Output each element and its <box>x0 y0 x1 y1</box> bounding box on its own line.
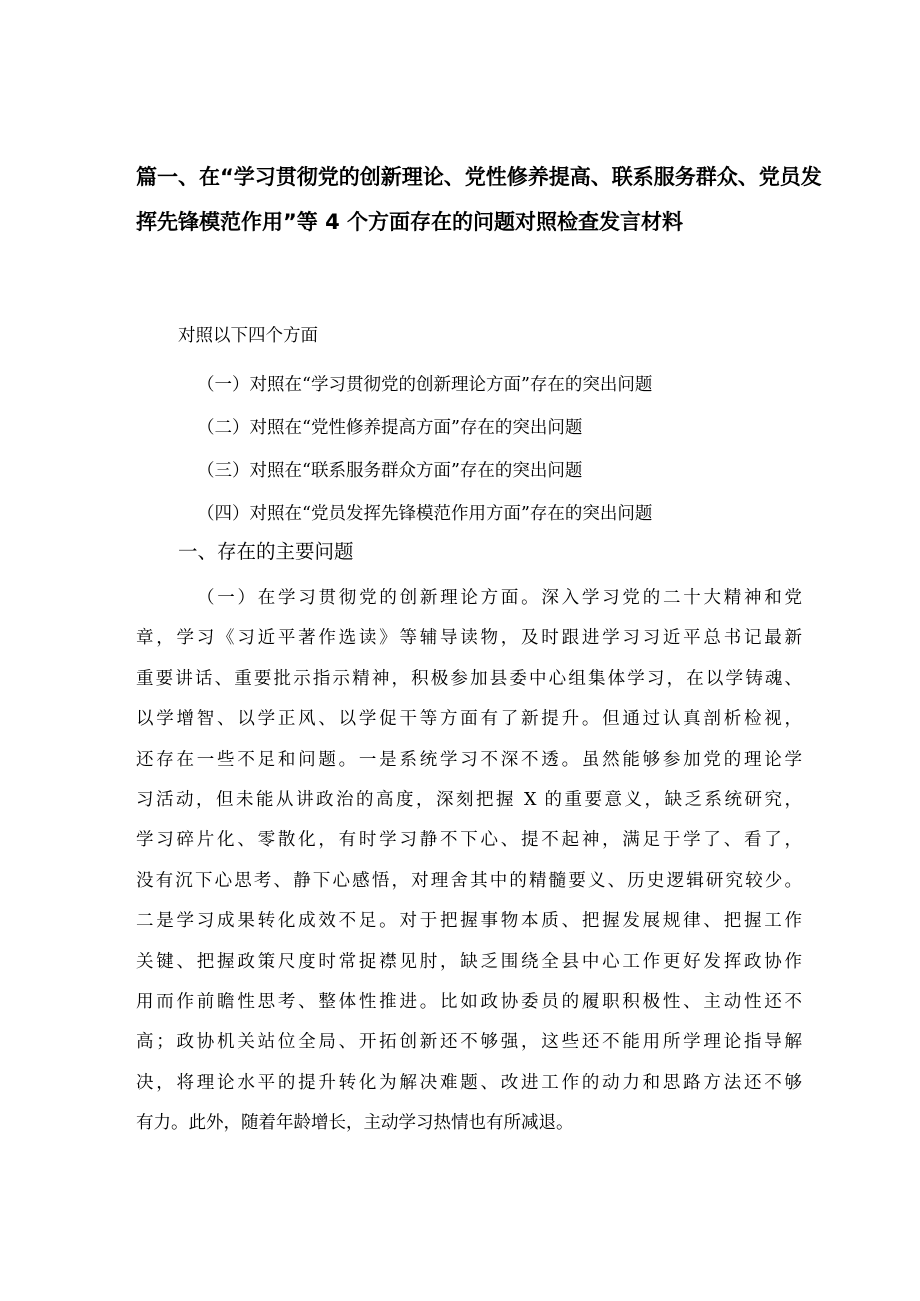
paragraph-line: 以学增智、以学正风、以学促干等方面有了新提升。但通过认真剖析检视， <box>136 709 802 730</box>
paragraph-line: 习活动，但未能从讲政治的高度，深刻把握 X 的重要意义，缺乏系统研究， <box>136 790 802 811</box>
body-paragraph <box>136 578 802 1144</box>
document-title <box>136 155 836 245</box>
aspect-item: （四）对照在“党员发挥先锋模范作用方面”存在的突出问题 <box>197 504 653 524</box>
paragraph-line: 有力。此外，随着年龄增长，主动学习热情也有所减退。 <box>136 1113 574 1134</box>
aspect-list <box>197 364 652 536</box>
paragraph-line: 重要讲话、重要批示指示精神，积极参加县委中心组集体学习，在以学铸魂、 <box>136 668 802 689</box>
paragraph-line: 没有沉下心思考、静下心感悟，对理舍其中的精髓要义、历史逻辑研究较少。 <box>136 870 802 891</box>
title-line: 挥先锋模范作用”等 4 个方面存在的问题对照检查发言材料 <box>136 210 684 234</box>
paragraph-line: 还存在一些不足和问题。一是系统学习不深不透。虽然能够参加党的理论学 <box>136 749 802 770</box>
paragraph-line: 高；政协机关站位全局、开拓创新还不够强，这些还不能用所学理论指导解 <box>136 1032 802 1053</box>
intro-text: 对照以下四个方面 <box>178 326 318 346</box>
section-heading: 一、存在的主要问题 <box>178 540 354 563</box>
aspect-item: （三）对照在“联系服务群众方面”存在的突出问题 <box>197 461 583 481</box>
aspect-item: （二）对照在“党性修养提高方面”存在的突出问题 <box>197 418 583 438</box>
paragraph-line: （一）在学习贯彻党的创新理论方面。深入学习党的二十大精神和党 <box>197 588 802 608</box>
paragraph-line: 二是学习成果转化成效不足。对于把握事物本质、把握发展规律、把握工作 <box>136 911 802 932</box>
title-line: 篇一、在“学习贯彻党的创新理论、党性修养提高、联系服务群众、党员发 <box>136 165 822 189</box>
aspect-item: （一）对照在“学习贯彻党的创新理论方面”存在的突出问题 <box>197 375 653 395</box>
paragraph-line: 用而作前瞻性思考、整体性推进。比如政协委员的履职积极性、主动性还不 <box>136 992 802 1013</box>
paragraph-line: 学习碎片化、零散化，有时学习静不下心、提不起神，满足于学了、看了， <box>136 830 802 851</box>
paragraph-line: 章，学习《习近平著作选读》等辅导读物，及时跟进学习习近平总书记最新 <box>136 628 802 649</box>
paragraph-line: 决，将理论水平的提升转化为解决难题、改进工作的动力和思路方法还不够 <box>136 1072 802 1093</box>
paragraph-line: 关键、把握政策尺度时常捉襟见肘，缺乏围绕全县中心工作更好发挥政协作 <box>136 951 802 972</box>
